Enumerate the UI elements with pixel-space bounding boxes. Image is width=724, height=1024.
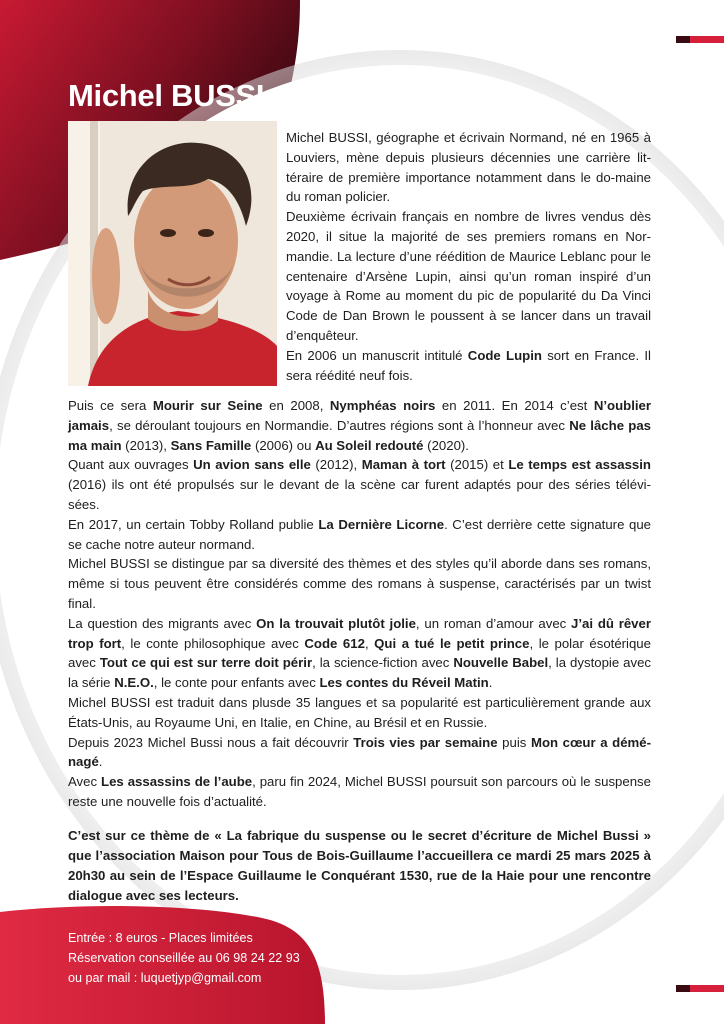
book-title: N.E.O. (114, 675, 154, 691)
text-run: . (488, 675, 493, 691)
book-title: Mon cœur a démé-nagé (68, 734, 651, 770)
text-run: Depuis 2023 Michel Bussi nous a fait découvrir (68, 734, 354, 750)
book-title: Code 612 (304, 635, 365, 651)
text-run: (2015) et (445, 457, 509, 473)
text-run: Michel BUSSI se distingue par sa diversité des thèmes et des styles qu’il aborde dans ses romans, même si tous peuvent être considérés comme des romans à suspense, caractérisés par un twist final. (68, 556, 651, 611)
book-title: Code Lupin (467, 347, 542, 363)
reservation-phone: Réservation conseillée au 06 98 24 22 93 (68, 951, 300, 965)
text-run: (2006) ou (251, 437, 316, 453)
text-run: . (98, 754, 103, 770)
book-title: Le temps est assassin (508, 457, 651, 473)
text-run: Avec (68, 774, 102, 790)
text-run: , la science-fiction avec (312, 655, 454, 671)
text-run: (2016) ils ont été propulsés sur le devant de la scène car furent adaptés pour des séries télévi-sées. (68, 477, 651, 512)
author-photo (68, 121, 277, 386)
book-title: Nouvelle Babel (453, 655, 549, 671)
text-run: , (364, 635, 375, 651)
book-title: Au Soleil redouté (315, 437, 424, 453)
text-run: (2013), (121, 437, 171, 453)
book-title: Trois vies par semaine (353, 734, 498, 750)
book-title: Ne lâche pas ma main (68, 417, 652, 453)
text-run: Deuxième écrivain français en nombre de livres vendus dès 2020, il situe la majorité de ses premiers romans en Nor-mandie. La lecture d’une réédition de Maurice Leblanc pour le centenaire d’Arsène Lupin, ainsi qu’un roman inspiré d’un voyage à Rome au moment du pic de popularité du Da Vinci Code de Dan Brown le poussent à se lancer dans un travail d’enquêteur. (286, 209, 651, 343)
paragraph (68, 772, 651, 812)
book-title: N’oublier jamais (68, 398, 651, 433)
book-title: Les contes du Réveil Matin (319, 675, 489, 691)
text-run: , paru fin 2024, Michel BUSSI poursuit son parcours où le suspense reste une nouvelle fois d’actualité. (68, 774, 651, 809)
intro-text (286, 128, 651, 385)
book-title: La Dernière Licorne (318, 516, 445, 532)
book-title: J’ai dû rêver trop fort (68, 615, 651, 651)
book-title: Maman à tort (361, 457, 446, 473)
text-run: (2020). (423, 437, 469, 453)
book-title: Qui a tué le petit prince (374, 635, 530, 651)
text-run: en 2008, (262, 398, 330, 413)
paragraph (286, 207, 651, 346)
paragraph (68, 693, 651, 733)
text-run: , un roman d’amour avec (415, 615, 572, 631)
book-title: On la trouvait plutôt jolie (256, 615, 416, 631)
page-title: Michel BUSSI (68, 78, 265, 113)
text-run: (2012), (310, 457, 362, 473)
text-run: . C’est derrière cette signature que se cache notre auteur normand. (68, 516, 651, 552)
book-title: Mourir sur Seine (152, 398, 263, 413)
text-run: En 2017, un certain Tobby Rolland publie (68, 516, 319, 532)
paragraph (68, 396, 651, 455)
text-run: puis (497, 734, 531, 750)
text-run: , se déroulant toujours en Normandie. D’autres régions sont à l’honneur avec (109, 417, 570, 433)
paragraph (68, 733, 651, 773)
text-run: La question des migrants avec (68, 615, 257, 631)
paragraph (68, 554, 651, 613)
book-title: Sans Famille (170, 437, 252, 453)
text-run: Quant aux ouvrages (68, 457, 194, 473)
text-run: Michel BUSSI est traduit dans plusde 35 langues et sa popularité est particulièrement grande aux États-Unis, au Royaume Uni, en Italie, en Chine, au Brésil et en Russie. (68, 694, 651, 730)
footer-info (68, 928, 328, 988)
book-title: Un avion sans elle (193, 457, 311, 473)
text-run: En 2006 un manuscrit intitulé (286, 347, 468, 363)
event-announcement (68, 826, 651, 906)
price-info: Entrée : 8 euros - Places limitées (68, 931, 253, 945)
text-run: Michel BUSSI, géographe et écrivain Normand, né en 1965 à Louviers, mène depuis plusieurs décennies une carrière lit-téraire de première importance notamment dans le do-maine du roman policier. (286, 130, 651, 205)
paragraph (68, 614, 651, 693)
text-run: , le conte philosophique avec (121, 635, 305, 651)
text-run: sort en France. Il sera réédité neuf fois. (286, 347, 651, 383)
paragraph (68, 455, 651, 514)
book-title: Nymphéas noirs (329, 398, 436, 413)
main-text (68, 396, 651, 812)
book-title: Les assassins de l’aube (101, 774, 253, 790)
text-run: Puis ce sera (68, 398, 153, 413)
text-run: , le conte pour enfants avec (153, 675, 320, 691)
text-run: , le polar ésotérique avec (68, 635, 651, 671)
book-title: Tout ce qui est sur terre doit périr (99, 655, 313, 671)
paragraph (286, 346, 651, 386)
text-run: en 2011. En 2014 c’est (435, 398, 594, 413)
paragraph (286, 128, 651, 207)
contact-email: ou par mail : luquetjyp@gmail.com (68, 971, 262, 985)
paragraph (68, 515, 651, 555)
announcement-text: C’est sur ce thème de « La fabrique du suspense ou le secret d’écriture de Michel Bussi » que l’association Maison pour Tous de Bois-Guillaume l’accueillera ce mardi 25 mars 2025 à 20h30 au sein de l’Espace Guillaume le Conquérant 1530, rue de la Haie pour une rencontre dialogue avec ses lecteurs. (68, 828, 651, 903)
text-run: , la dystopie avec la série (68, 655, 651, 691)
